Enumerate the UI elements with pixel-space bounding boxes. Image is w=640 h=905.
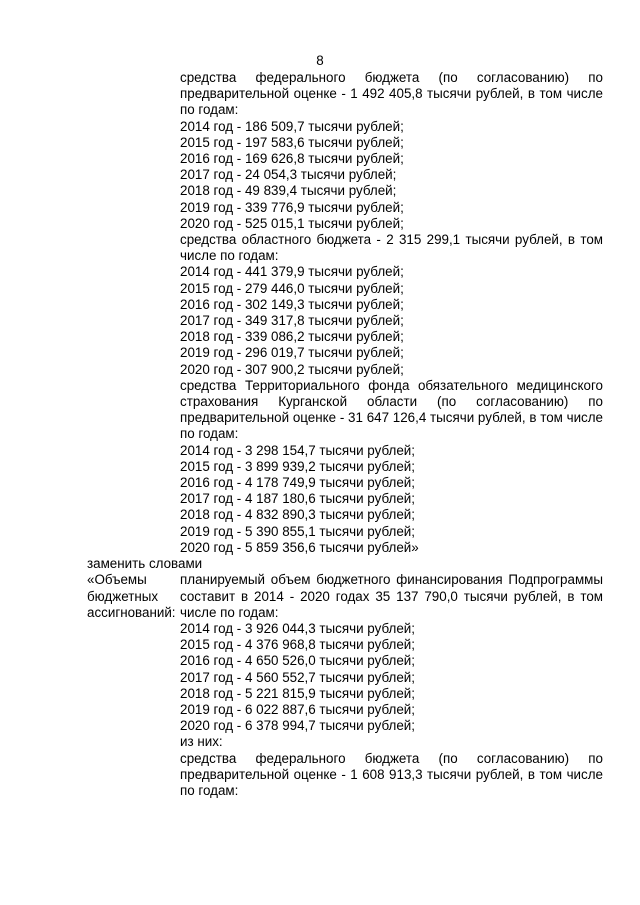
- list-item: 2015 год - 279 446,0 тысячи рублей;: [180, 280, 404, 296]
- regional-years-list: [180, 264, 603, 377]
- list-item: 2015 год - 3 899 939,2 тысячи рублей;: [180, 458, 415, 474]
- federal-budget-intro: средства федерального бюджета (по согласованию) по предварительной оценке - 1 492 405,8 тысячи рублей, в том числе по годам:: [180, 70, 603, 118]
- list-item: 2016 год - 169 626,8 тысячи рублей;: [180, 151, 404, 167]
- new-text-block: [180, 572, 603, 799]
- of-them-label: из них:: [180, 734, 223, 750]
- list-item: 2014 год - 3 298 154,7 тысячи рублей;: [180, 442, 415, 458]
- new-total-years-list: [180, 621, 603, 734]
- list-item: 2014 год - 3 926 044,3 тысячи рублей;: [180, 620, 415, 636]
- list-item: 2017 год - 4 187 180,6 тысячи рублей;: [180, 491, 415, 507]
- list-item: 2017 год - 349 317,8 тысячи рублей;: [180, 313, 404, 329]
- federal-years-list: [180, 119, 603, 232]
- list-item: 2020 год - 525 015,1 тысячи рублей;: [180, 215, 404, 231]
- label-line: ассигнований:: [87, 604, 176, 620]
- new-federal-intro: средства федерального бюджета (по согласованию) по предварительной оценке - 1 608 913,3 тысячи рублей, в том числе по годам:: [180, 750, 603, 798]
- list-item: 2019 год - 6 022 887,6 тысячи рублей;: [180, 701, 415, 717]
- list-item: 2020 год - 307 900,2 тысячи рублей;: [180, 361, 404, 377]
- replace-phrase: заменить словами: [87, 556, 203, 572]
- list-item: 2016 год - 4 650 526,0 тысячи рублей;: [180, 653, 415, 669]
- list-item: 2017 год - 4 560 552,7 тысячи рублей;: [180, 669, 415, 685]
- tfoms-years-list: [180, 443, 603, 556]
- old-text-block: [180, 70, 603, 556]
- list-item: 2018 год - 339 086,2 тысячи рублей;: [180, 329, 404, 345]
- list-item: 2019 год - 296 019,7 тысячи рублей;: [180, 345, 404, 361]
- list-item: 2015 год - 197 583,6 тысячи рублей;: [180, 134, 404, 150]
- section-label: [87, 572, 180, 799]
- list-item: 2019 год - 5 390 855,1 тысячи рублей;: [180, 523, 415, 539]
- list-item: 2017 год - 24 054,3 тысячи рублей;: [180, 167, 397, 183]
- list-item: 2016 год - 302 149,3 тысячи рублей;: [180, 296, 404, 312]
- new-total-intro: планируемый объем бюджетного финансирования Подпрограммы составит в 2014 - 2020 годах 35 137 790,0 тысячи рублей, в том числе по годам:: [180, 572, 603, 620]
- tfoms-intro: средства Территориального фонда обязательного медицинского страхования Курганской области (по согласованию) по предварительной оценке - 31 647 126,4 тысячи рублей, в том числе по годам:: [180, 377, 603, 442]
- new-text-row: [87, 572, 640, 799]
- list-item: 2018 год - 4 832 890,3 тысячи рублей;: [180, 507, 415, 523]
- regional-budget-intro: средства областного бюджета - 2 315 299,1 тысячи рублей, в том числе по годам:: [180, 232, 603, 264]
- page-number: 8: [316, 53, 324, 68]
- list-item: 2014 год - 441 379,9 тысячи рублей;: [180, 264, 404, 280]
- list-item: 2019 год - 339 776,9 тысячи рублей;: [180, 199, 404, 215]
- document-body: [0, 70, 640, 799]
- list-item: 2018 год - 49 839,4 тысячи рублей;: [180, 183, 397, 199]
- list-item: 2016 год - 4 178 749,9 тысячи рублей;: [180, 475, 415, 491]
- label-line: бюджетных: [87, 588, 159, 604]
- list-item: 2018 год - 5 221 815,9 тысячи рублей;: [180, 685, 415, 701]
- list-item: 2020 год - 5 859 356,6 тысячи рублей»: [180, 539, 419, 555]
- list-item: 2015 год - 4 376 968,8 тысячи рублей;: [180, 637, 415, 653]
- list-item: 2014 год - 186 509,7 тысячи рублей;: [180, 118, 404, 134]
- label-line: «Объемы: [87, 572, 147, 588]
- list-item: 2020 год - 6 378 994,7 тысячи рублей;: [180, 718, 415, 734]
